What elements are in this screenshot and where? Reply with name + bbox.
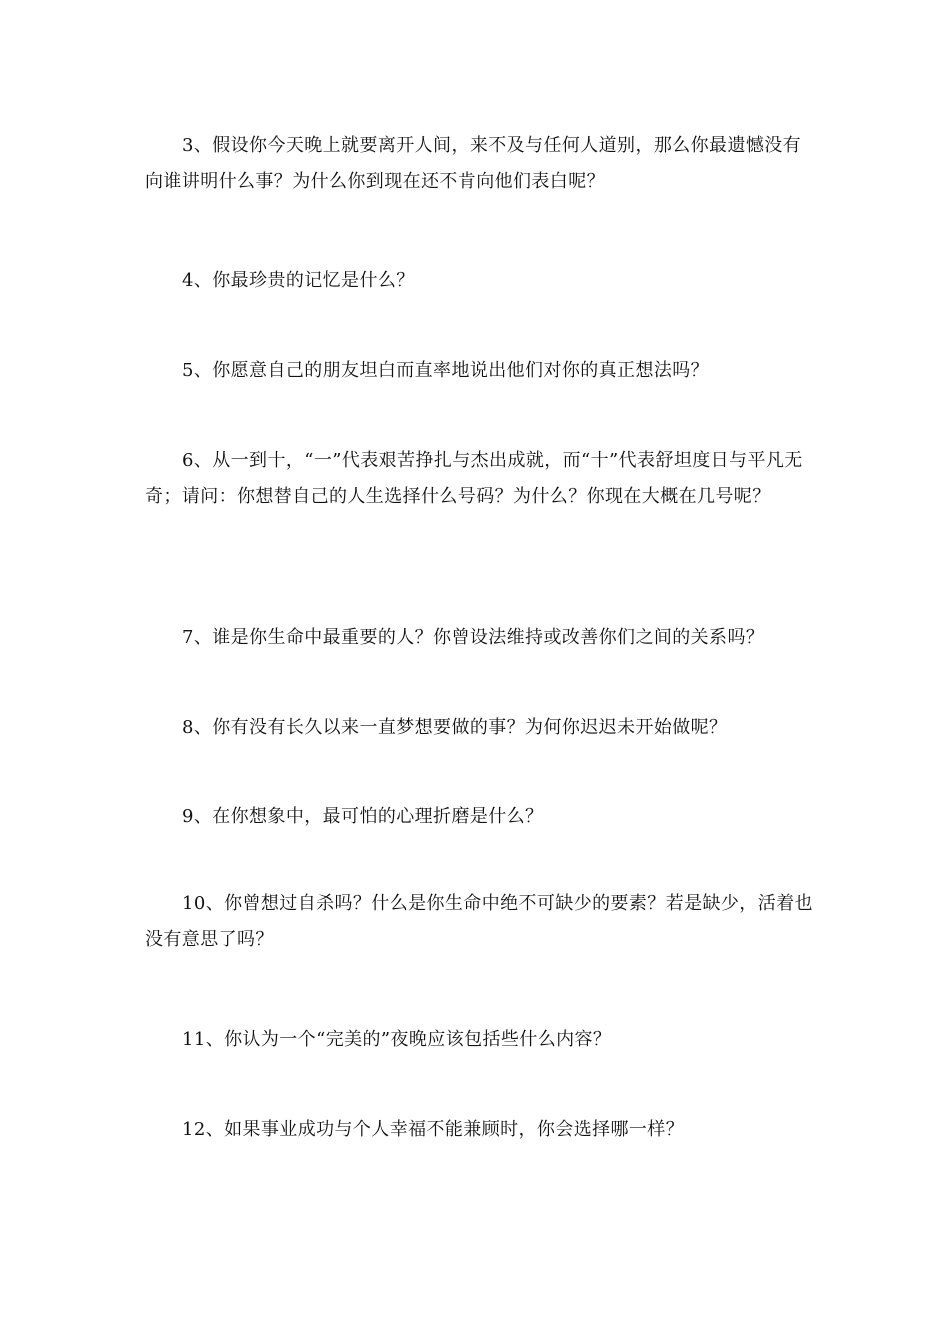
question-7: 7、谁是你生命中最重要的人？你曾设法维持或改善你们之间的关系吗？ bbox=[182, 627, 765, 648]
question-12: 12、如果事业成功与个人幸福不能兼顾时，你会选择哪一样？ bbox=[182, 1119, 685, 1140]
question-4: 4、你最珍贵的记忆是什么？ bbox=[182, 270, 415, 291]
question-3: 3、假设你今天晚上就要离开人间，来不及与任何人道别，那么你最遗憾没有向谁讲明什么事？为什么你到现在还不肯向他们表白呢？ bbox=[145, 135, 802, 192]
question-9: 9、在你想象中，最可怕的心理折磨是什么？ bbox=[182, 806, 544, 827]
question-5: 5、你愿意自己的朋友坦白而直率地说出他们对你的真正想法吗？ bbox=[182, 360, 710, 381]
question-8: 8、你有没有长久以来一直梦想要做的事？为何你迟迟未开始做呢？ bbox=[182, 717, 728, 738]
question-11: 11、你认为一个“完美的”夜晚应该包括些什么内容？ bbox=[182, 1029, 612, 1050]
question-10: 10、你曾想过自杀吗？什么是你生命中绝不可缺少的要素？若是缺少，活着也没有意思了吗？ bbox=[145, 893, 813, 950]
question-6: 6、从一到十，“一”代表艰苦挣扎与杰出成就，而“十”代表舒坦度日与平凡无奇；请问：你想替自己的人生选择什么号码？为什么？你现在大概在几号呢？ bbox=[145, 450, 803, 507]
